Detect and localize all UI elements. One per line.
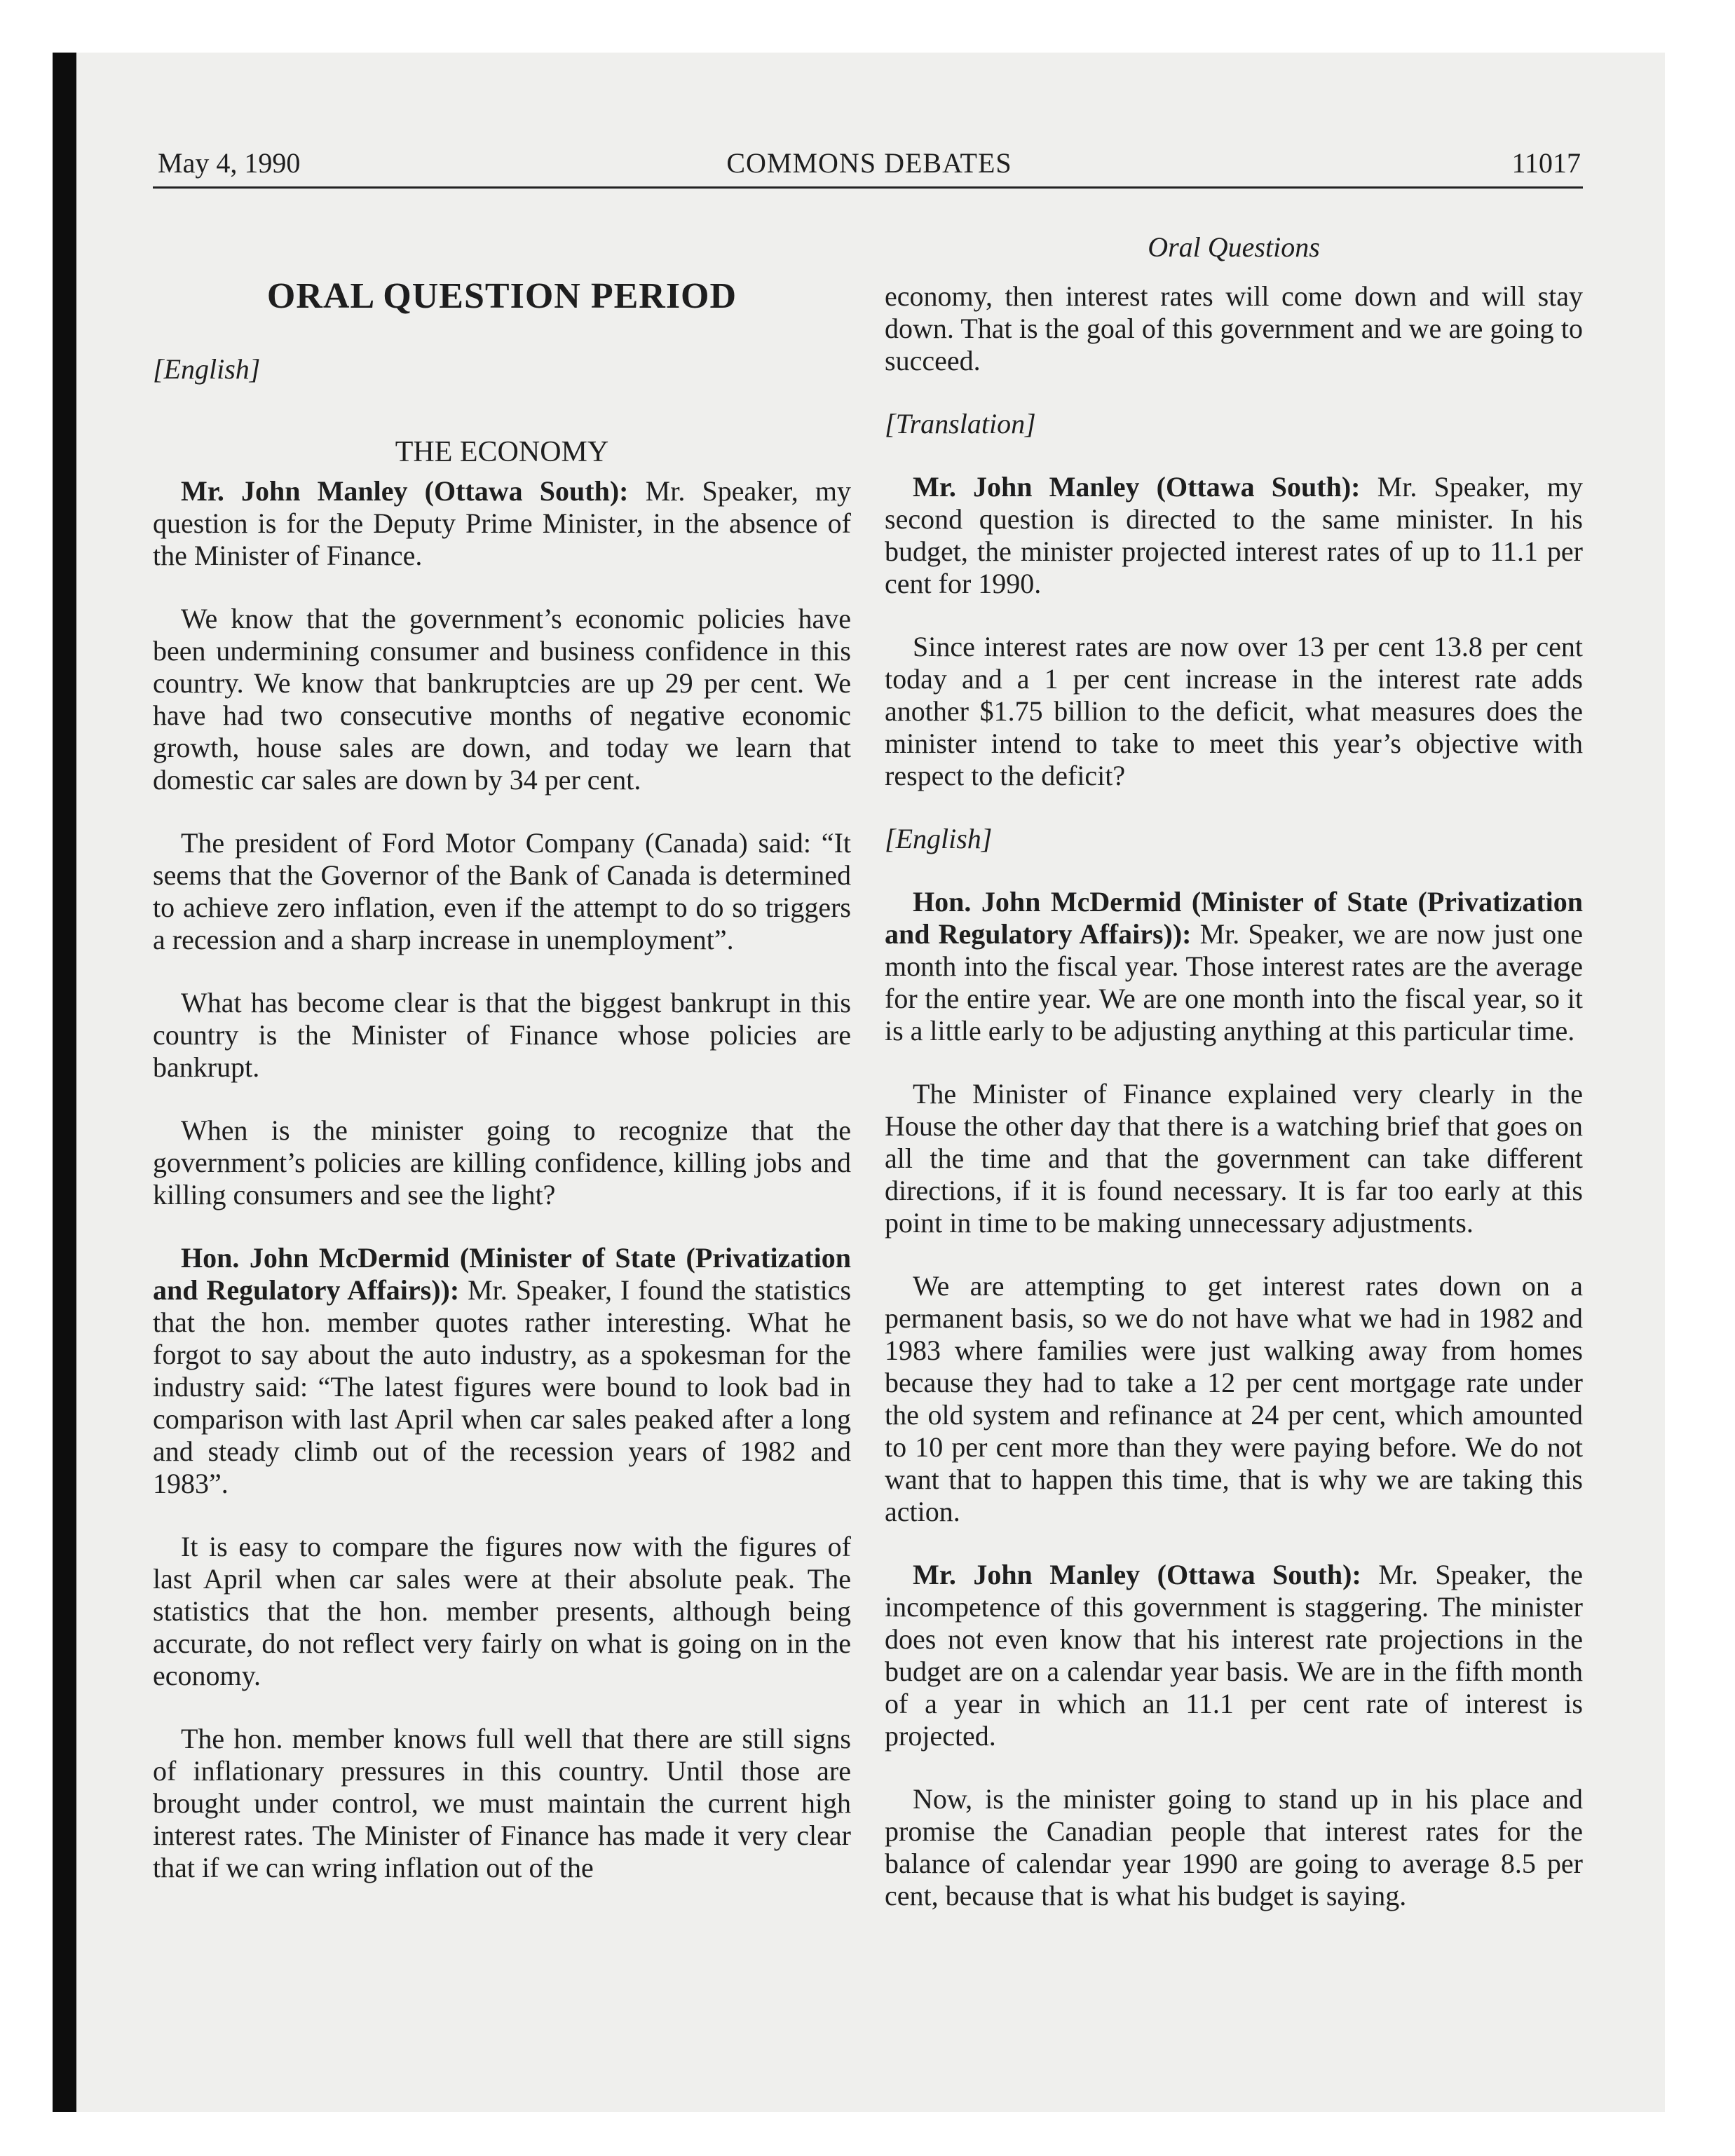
paragraph: It is easy to compare the figures now with the figures of last April when car sales were at their absolute peak. The statistics that the hon. member presents, although being accurate, do not reflect very fairly on what is going on in the economy. bbox=[153, 1531, 851, 1691]
paragraph: What has become clear is that the biggest bankrupt in this country is the Minister of Finance whose policies are bankrupt. bbox=[153, 987, 851, 1083]
paragraph: We are attempting to get interest rates down on a permanent basis, so we do not have what we had in 1982 and 1983 where families were just walking away from homes because they had to take a 12 per cent mortgage rate under the old system and refinance at 24 per cent, which amounted to 10 per cent more than they were paying before. We do not want that to happen this time, that is why we are taking this action. bbox=[885, 1270, 1583, 1527]
header-rule bbox=[153, 186, 1583, 189]
left-column bbox=[153, 231, 851, 1915]
paragraph-manley-3 bbox=[885, 1559, 1583, 1752]
paragraph-continued: economy, then interest rates will come down and will stay down. That is the goal of this government and we are going to succeed. bbox=[885, 280, 1583, 376]
running-header bbox=[158, 146, 1581, 181]
language-marker-translation: [Translation] bbox=[885, 408, 1036, 439]
paragraph: Since interest rates are now over 13 per cent 13.8 per cent today and a 1 per cent increase in the interest rate adds another $1.75 billion to the deficit, what measures does the minister intend to take to meet this year’s objective with respect to the deficit? bbox=[885, 631, 1583, 791]
speaker-name: Mr. John Manley (Ottawa South): bbox=[913, 471, 1361, 503]
header-publication: COMMONS DEBATES bbox=[726, 147, 1012, 179]
speaker-name: Mr. John Manley (Ottawa South): bbox=[181, 475, 629, 507]
paragraph-manley-2 bbox=[885, 471, 1583, 600]
paragraph-manley-1 bbox=[153, 475, 851, 572]
paragraph: When is the minister going to recognize that the government’s policies are killing confidence, killing jobs and killing consumers and see the light? bbox=[153, 1114, 851, 1210]
speaker-name: Hon. John McDermid (Minister of State (Privatization and Regulatory Affairs)): bbox=[153, 1242, 851, 1306]
paragraph-text: Mr. Speaker, the incompetence of this government is staggering. The minister does not even know that his interest rate projections in the budget are on a calendar year basis. We are in the fifth month of a year in which an 11.1 per cent rate of interest is projected. bbox=[885, 1559, 1583, 1752]
paragraph: The hon. member knows full well that there are still signs of inflationary pressures in this country. Until those are brought under control, we must maintain the current high interest rates. The Minister of Finance has made it very clear that if we can wring inflation out of the bbox=[153, 1723, 851, 1883]
paragraph-text: Mr. Speaker, my second question is directed to the same minister. In his budget, the minister projected interest rates of up to 11.1 per cent for 1990. bbox=[885, 471, 1583, 599]
paragraph-mcdermid-1 bbox=[153, 1242, 851, 1500]
language-marker-english: [English] bbox=[885, 823, 993, 854]
scan-edge-bar bbox=[53, 53, 76, 2112]
paragraph-text: Mr. Speaker, my question is for the Deputy Prime Minister, in the absence of the Minister of Finance. bbox=[153, 475, 851, 571]
header-date: May 4, 1990 bbox=[158, 147, 301, 179]
speaker-name: Mr. John Manley (Ottawa South): bbox=[913, 1559, 1361, 1590]
section-title: ORAL QUESTION PERIOD bbox=[266, 276, 737, 316]
paragraph: Now, is the minister going to stand up in his place and promise the Canadian people that interest rates for the balance of calendar year 1990 are going to average 8.5 per cent, because that is what his budget is saying. bbox=[885, 1783, 1583, 1911]
speaker-name: Hon. John McDermid (Minister of State (Privatization and Regulatory Affairs)): bbox=[885, 886, 1583, 950]
language-marker-english: [English] bbox=[153, 353, 261, 385]
paragraph: The president of Ford Motor Company (Canada) said: “It seems that the Governor of the Bank of Canada is determined to achieve zero inflation, even if the attempt to do so triggers a recession and a sharp increase in unemployment”. bbox=[153, 827, 851, 955]
paragraph-text: Mr. Speaker, we are now just one month into the fiscal year. Those interest rates are the average for the entire year. We are one month into the fiscal year, so it is a little early to be adjusting anything at this particular time. bbox=[885, 918, 1583, 1046]
paragraph-text: Mr. Speaker, I found the statistics that the hon. member quotes rather interesting. What he forgot to say about the auto industry, as a spokesman for the industry said: “The latest figures were bound to look bad in comparison with last April when car sales peaked after a long and steady climb out of the recession years of 1982 and 1983”. bbox=[153, 1274, 852, 1499]
subhead-economy: THE ECONOMY bbox=[395, 436, 609, 468]
header-page-number: 11017 bbox=[1511, 147, 1581, 179]
section-label: Oral Questions bbox=[1148, 231, 1320, 263]
right-column bbox=[885, 231, 1583, 1943]
paragraph-mcdermid-2 bbox=[885, 886, 1583, 1047]
paragraph: The Minister of Finance explained very clearly in the House the other day that there is a watching brief that goes on all the time and that the government can take different directions, if it is found necessary. It is far too early at this point in time to be making unnecessary adjustments. bbox=[885, 1078, 1583, 1239]
paragraph: We know that the government’s economic policies have been undermining consumer and business confidence in this country. We know that bankruptcies are up 29 per cent. We have had two consecutive months of negative economic growth, house sales are down, and today we learn that domestic car sales are down by 34 per cent. bbox=[153, 603, 851, 796]
